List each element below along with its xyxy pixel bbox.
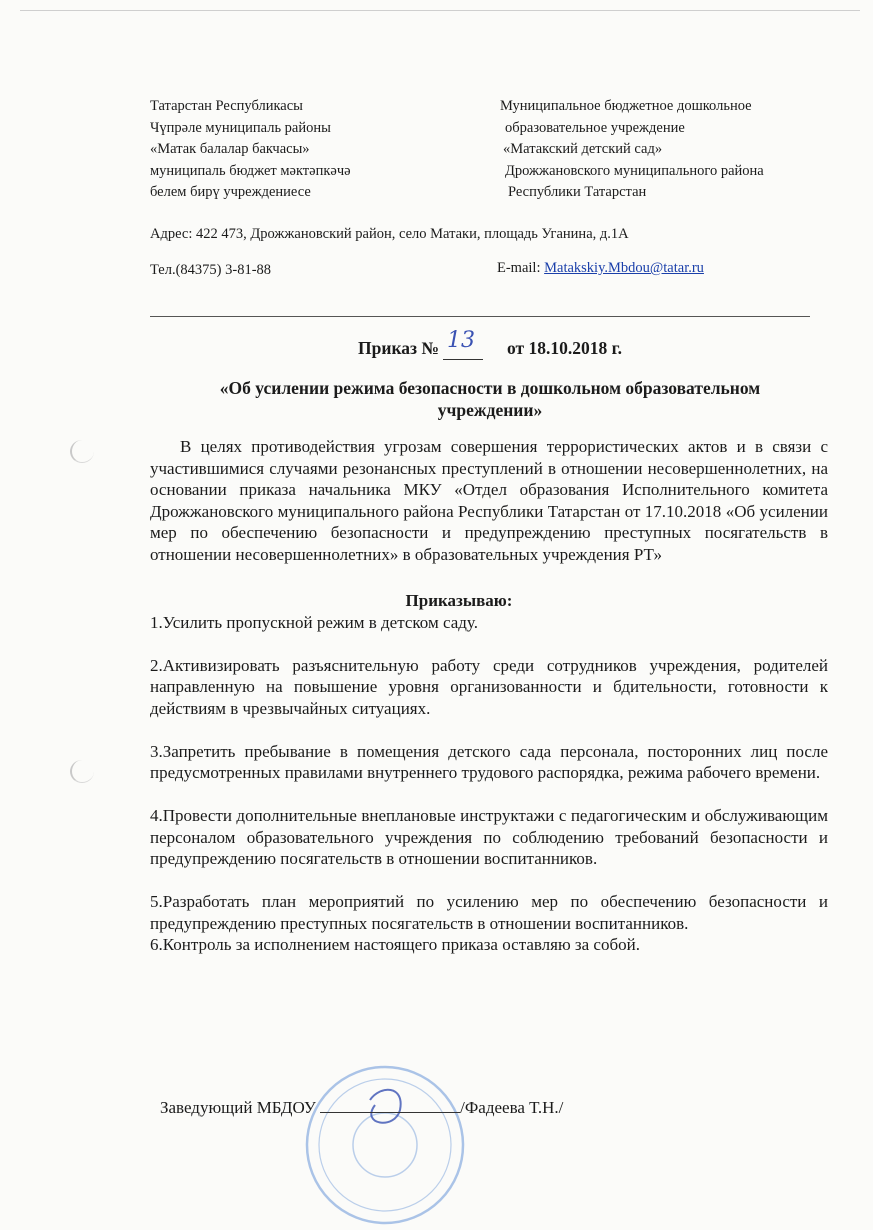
order-item: 4.Провести дополнительные внеплановые инструктажи с педагогическим и обслуживающим персоналом образовательного учреждения по соблюдению требований безопасности и предупреждению посягательств в отношении воспитанников.: [150, 806, 828, 868]
order-item: 3.Запретить пребывание в помещения детского сада персонала, посторонних лиц после предусмотренных правилами внутреннего трудового распорядка, режима рабочего времени.: [150, 741, 828, 782]
header-line: муниципаль бюджет мәктәпкәчә: [150, 162, 351, 179]
signatory-position: Заведующий МБДОУ: [160, 1098, 316, 1117]
order-number-field: [443, 328, 483, 360]
email-link[interactable]: Matakskiy.Mbdou@tatar.ru: [544, 260, 704, 276]
order-prefix: Приказ №: [358, 338, 440, 358]
header-right-russian: [500, 96, 764, 204]
header-left-tatar: [150, 96, 351, 204]
header-line: Дрожжановского муниципального района: [505, 162, 764, 179]
order-item: 2.Активизировать разъяснительную работу среди сотрудников учреждения, родителей направленную на повышение уровня организованности и бдительности, готовности к действиям в чрезвычайных ситуациях.: [150, 655, 828, 718]
order-item: 5.Разработать план мероприятий по усилению мер по обеспечению безопасности и предупреждению преступных посягательств в отношении воспитанников.: [150, 892, 828, 933]
punch-hole: [70, 440, 94, 463]
signature-block: [160, 1096, 563, 1118]
header-line: Муниципальное бюджетное дошкольное: [500, 98, 752, 114]
order-subject: «Об усилении режима безопасности в дошкольном образовательном учреждении»: [219, 378, 761, 420]
email-block: [497, 260, 704, 277]
header-line: Чүпрәле муниципаль районы: [150, 119, 331, 136]
official-stamp: [300, 1060, 470, 1230]
preamble: В целях противодействия угрозам совершения террористических актов и в связи с участившимися случаями резонансных преступлений в отношении несовершеннолетних, на основании приказа начальника МКУ «Отдел образования Исполнительного комитета Дрожжановского муниципального района Республики Татарстан от 17.10.2018 «Об усилении мер по обеспечению безопасности и предупреждению преступных посягательств в отношении несовершеннолетних» в образовательных учреждения РТ»: [150, 437, 828, 564]
directive: Приказываю:: [405, 591, 513, 610]
signatory-name: /Фадеева Т.Н./: [460, 1098, 564, 1117]
order-number: 13: [447, 328, 476, 353]
header-line: белем бирү учреждениесе: [150, 184, 311, 200]
scan-edge: [20, 10, 860, 11]
header-line: «Матак балалар бакчасы»: [150, 141, 310, 157]
header-line: Татарстан Республикасы: [150, 98, 303, 114]
order-item: 1.Усилить пропускной режим в детском саду.: [150, 612, 478, 632]
order-title: [150, 328, 830, 360]
signature-line: [320, 1096, 460, 1113]
header-divider: [150, 316, 810, 317]
email-label: E-mail:: [497, 260, 541, 276]
document-body: [150, 436, 828, 956]
phone: Тел.(84375) 3-81-88: [150, 262, 272, 278]
header-line: «Матакский детский сад»: [503, 141, 663, 157]
address: Адрес: 422 473, Дрожжановский район, село Матаки, площадь Уганина, д.1А: [150, 226, 629, 242]
order-date: от 18.10.2018 г.: [507, 338, 622, 358]
header-line: образовательное учреждение: [505, 119, 685, 136]
order-item: 6.Контроль за исполнением настоящего приказа оставляю за собой.: [150, 935, 640, 954]
header-line: Республики Татарстан: [508, 184, 647, 200]
punch-hole: [70, 760, 94, 783]
